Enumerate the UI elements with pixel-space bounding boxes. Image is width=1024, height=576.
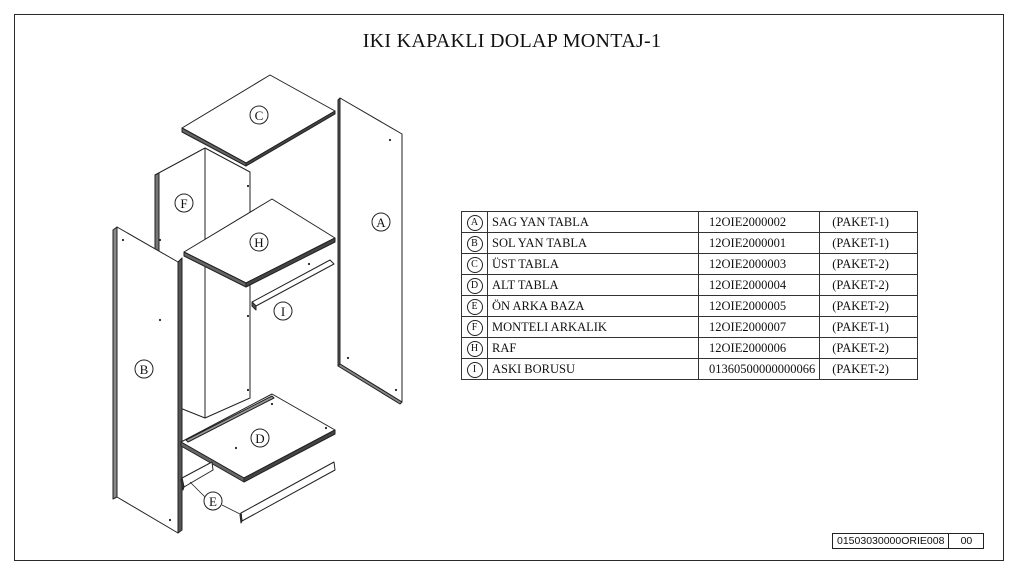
part-letter-circle: I xyxy=(467,362,483,378)
part-name-cell: SOL YAN TABLA xyxy=(488,233,699,254)
part-letter-cell xyxy=(462,212,488,233)
table-row xyxy=(462,233,918,254)
part-code-cell: 12OIE2000005 xyxy=(699,296,820,317)
part-letter-cell xyxy=(462,359,488,380)
table-row xyxy=(462,359,918,380)
parts-list-table xyxy=(461,211,918,380)
part-letter-circle: E xyxy=(467,299,483,315)
svg-text:A: A xyxy=(376,215,386,230)
part-letter-circle: F xyxy=(467,320,483,336)
part-letter-circle: B xyxy=(467,236,483,252)
part-letter-circle: D xyxy=(467,278,483,294)
svg-text:I: I xyxy=(280,304,286,319)
document-number: 01503030000ORIE008 xyxy=(833,534,949,549)
table-row xyxy=(462,338,918,359)
part-code-cell: 01360500000000066 xyxy=(699,359,820,380)
part-letter-cell xyxy=(462,296,488,317)
table-row xyxy=(462,317,918,338)
part-letter-cell xyxy=(462,254,488,275)
part-code-cell: 12OIE2000002 xyxy=(699,212,820,233)
part-package-cell: (PAKET-1) xyxy=(820,212,918,233)
part-name-cell: RAF xyxy=(488,338,699,359)
part-name-cell: ÜST TABLA xyxy=(488,254,699,275)
part-letter-circle: A xyxy=(467,215,483,231)
svg-text:C: C xyxy=(254,108,264,123)
part-name-cell: ALT TABLA xyxy=(488,275,699,296)
plinth-e-back xyxy=(181,462,213,490)
part-code-cell: 12OIE2000007 xyxy=(699,317,820,338)
part-package-cell: (PAKET-2) xyxy=(820,359,918,380)
part-name-cell: ÖN ARKA BAZA xyxy=(488,296,699,317)
table-row xyxy=(462,212,918,233)
part-package-cell: (PAKET-2) xyxy=(820,338,918,359)
page-title: IKI KAPAKLI DOLAP MONTAJ-1 xyxy=(362,30,662,52)
part-name-cell: MONTELI ARKALIK xyxy=(488,317,699,338)
svg-text:B: B xyxy=(139,362,149,377)
part-letter-circle: C xyxy=(467,257,483,273)
part-package-cell: (PAKET-1) xyxy=(820,317,918,338)
svg-text:D: D xyxy=(255,431,265,446)
callout-b xyxy=(135,360,153,378)
svg-text:E: E xyxy=(209,494,217,509)
part-name-cell: SAG YAN TABLA xyxy=(488,212,699,233)
part-letter-cell xyxy=(462,317,488,338)
part-code-cell: 12OIE2000004 xyxy=(699,275,820,296)
callout-e xyxy=(204,492,222,510)
part-package-cell: (PAKET-2) xyxy=(820,275,918,296)
left-side-panel-b xyxy=(113,227,182,533)
table-row xyxy=(462,254,918,275)
callout-f xyxy=(175,194,193,212)
part-code-cell: 12OIE2000001 xyxy=(699,233,820,254)
part-letter-cell xyxy=(462,233,488,254)
table-row xyxy=(462,296,918,317)
part-code-cell: 12OIE2000003 xyxy=(699,254,820,275)
part-code-cell: 12OIE2000006 xyxy=(699,338,820,359)
svg-text:F: F xyxy=(180,196,188,211)
svg-text:H: H xyxy=(254,235,264,250)
document-number-box xyxy=(832,533,984,549)
callout-c xyxy=(250,106,268,124)
callout-h xyxy=(250,233,268,251)
part-name-cell: ASKI BORUSU xyxy=(488,359,699,380)
callout-i xyxy=(274,302,292,320)
revision-number: 00 xyxy=(949,534,984,549)
part-package-cell: (PAKET-2) xyxy=(820,254,918,275)
part-package-cell: (PAKET-2) xyxy=(820,296,918,317)
callout-a xyxy=(372,213,390,231)
part-letter-cell xyxy=(462,275,488,296)
callout-d xyxy=(251,429,269,447)
table-row xyxy=(462,275,918,296)
part-letter-cell xyxy=(462,338,488,359)
part-package-cell: (PAKET-1) xyxy=(820,233,918,254)
part-letter-circle: H xyxy=(467,341,483,357)
